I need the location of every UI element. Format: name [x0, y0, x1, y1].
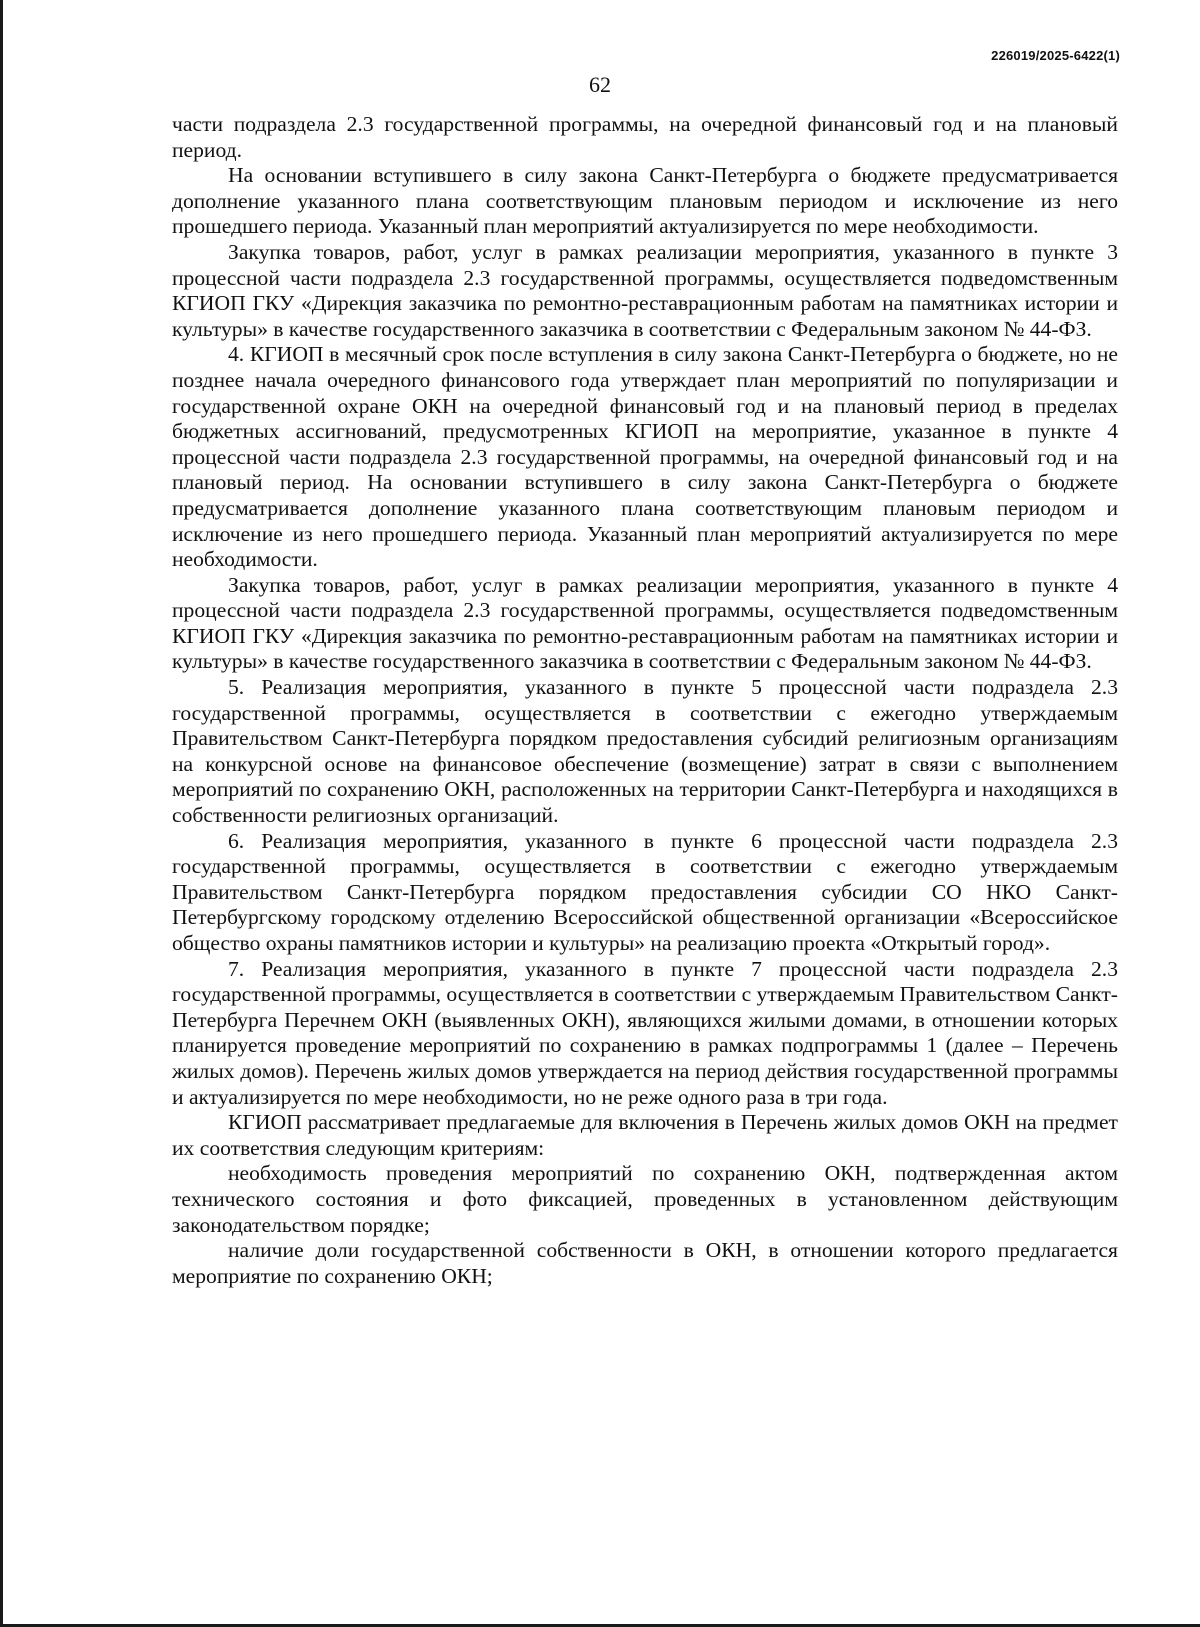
paragraph: Закупка товаров, работ, услуг в рамках реализации мероприятия, указанного в пункте 3 процессной части подраздела 2.3 государственной программы, осуществляется подведомственным КГИОП ГКУ «Дирекция заказчика по ремонтно-реставрационным работам на памятниках истории и культуры» в качестве государственного заказчика в соответствии с Федеральным законом № 44-ФЗ. — [172, 239, 1118, 341]
paragraph-item-5: 5. Реализация мероприятия, указанного в пункте 5 процессной части подраздела 2.3 государственной программы, осуществляется в соответствии с ежегодно утверждаемым Правительством Санкт-Петербурга порядком предоставления субсидий религиозным организациям на конкурсной основе на финансовое обеспечение (возмещение) затрат в связи с выполнением мероприятий по сохранению ОКН, расположенных на территории Санкт-Петербурга и находящихся в собственности религиозных организаций. — [172, 675, 1118, 828]
criterion-item: необходимость проведения мероприятий по сохранению ОКН, подтвержденная актом технического состояния и фото фиксацией, проведенных в установленном действующим законодательством порядке; — [172, 1161, 1118, 1237]
page-number: 62 — [589, 72, 611, 97]
paragraph: КГИОП рассматривает предлагаемые для включения в Перечень жилых домов ОКН на предмет их соответствия следующим критериям: — [172, 1110, 1118, 1160]
paragraph-continuation: части подраздела 2.3 государственной программы, на очередной финансовый год и на плановый период. — [172, 112, 1118, 162]
paragraph-item-7: 7. Реализация мероприятия, указанного в пункте 7 процессной части подраздела 2.3 государственной программы, осуществляется в соответствии с утверждаемым Правительством Санкт-Петербурга Перечнем ОКН (выявленных ОКН), являющихся жилыми домами, в отношении которых планируется проведение мероприятий по сохранению в рамках подпрограммы 1 (далее – Перечень жилых домов). Перечень жилых домов утверждается на период действия государственной программы и актуализируется по мере необходимости, но не реже одного раза в три года. — [172, 956, 1118, 1109]
document-body — [172, 112, 1118, 1289]
document-registration-number: 226019/2025-6422(1) — [991, 48, 1120, 63]
criterion-item: наличие доли государственной собственности в ОКН, в отношении которого предлагается мероприятие по сохранению ОКН; — [172, 1238, 1118, 1288]
paragraph: На основании вступившего в силу закона Санкт-Петербурга о бюджете предусматривается дополнение указанного плана соответствующим плановым периодом и исключение из него прошедшего периода. Указанный план мероприятий актуализируется по мере необходимости. — [172, 163, 1118, 239]
paragraph-item-4: 4. КГИОП в месячный срок после вступления в силу закона Санкт-Петербурга о бюджете, но не позднее начала очередного финансового года утверждает план мероприятий по популяризации и государственной охране ОКН на очередной финансовый год и на плановый период в пределах бюджетных ассигнований, предусмотренных КГИОП на мероприятие, указанное в пункте 4 процессной части подраздела 2.3 государственной программы, на очередной финансовый год и на плановый период. На основании вступившего в силу закона Санкт-Петербурга о бюджете предусматривается дополнение указанного плана соответствующим плановым периодом и исключение из него прошедшего периода. Указанный план мероприятий актуализируется по мере необходимости. — [172, 342, 1118, 572]
paragraph: Закупка товаров, работ, услуг в рамках реализации мероприятия, указанного в пункте 4 процессной части подраздела 2.3 государственной программы, осуществляется подведомственным КГИОП ГКУ «Дирекция заказчика по ремонтно-реставрационным работам на памятниках истории и культуры» в качестве государственного заказчика в соответствии с Федеральным законом № 44-ФЗ. — [172, 572, 1118, 674]
paragraph-item-6: 6. Реализация мероприятия, указанного в пункте 6 процессной части подраздела 2.3 государственной программы, осуществляется в соответствии с ежегодно утверждаемым Правительством Санкт-Петербурга порядком предоставления субсидии СО НКО Санкт-Петербургскому городскому отделению Всероссийской общественной организации «Всероссийское общество охраны памятников истории и культуры» на реализацию проекта «Открытый город». — [172, 828, 1118, 955]
scan-border-left — [0, 0, 3, 1627]
